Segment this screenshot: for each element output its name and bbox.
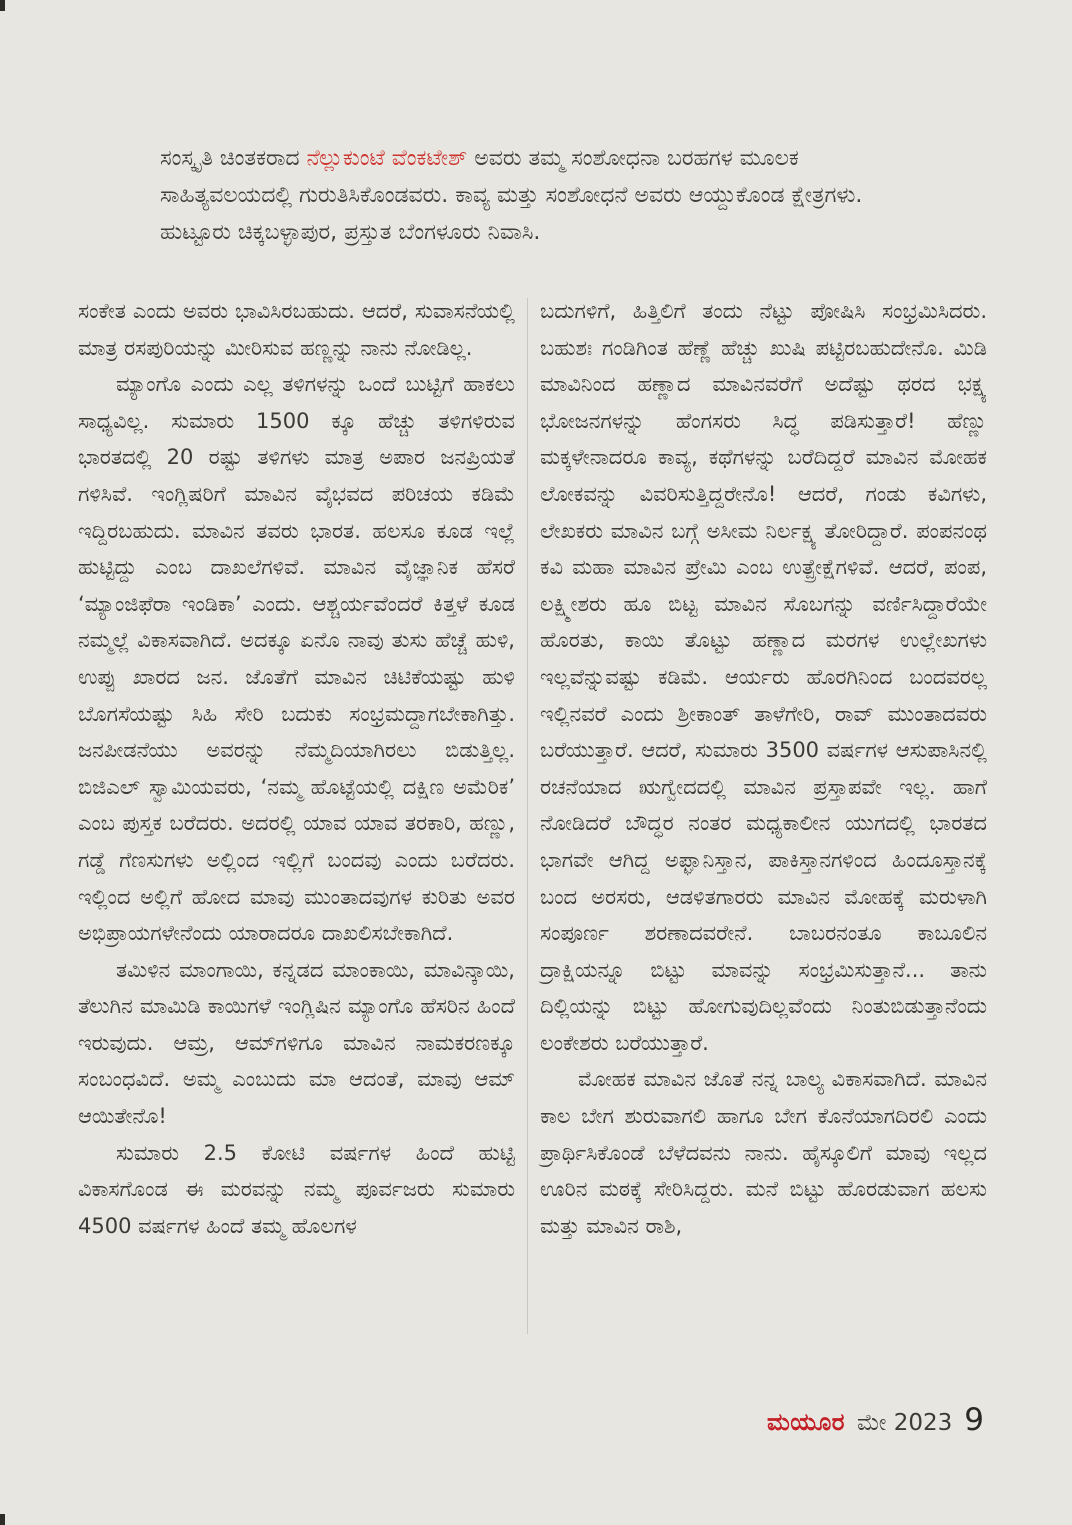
paragraph: ತಮಿಳಿನ ಮಾಂಗಾಯಿ, ಕನ್ನಡದ ಮಾಂಕಾಯಿ, ಮಾವಿನ್ಕಾಯಿ, ತೆಲುಗಿನ ಮಾಮಿಡಿ ಕಾಯಿಗಳೆ ಇಂಗ್ಲಿಷಿನ ಮ್ಯಾಂಗೊ ಹೆಸರಿನ ಹಿಂದೆ ಇರುವುದು. ಆಮ್ರ, ಆಮ್‌ಗಳಿಗೂ ಮಾವಿನ ನಾಮಕರಣಕ್ಕೂ ಸಂಬಂಧವಿದೆ. ಅಮ್ಮ ಎಂಬುದು ಮಾ ಆದಂತೆ, ಮಾವು ಆಮ್ ಆಯಿತೇನೊ! — [78, 957, 515, 1129]
author-intro — [160, 140, 876, 251]
paragraph: ಸಂಕೇತ ಎಂದು ಅವರು ಭಾವಿಸಿರಬಹುದು. ಆದರೆ, ಸುವಾಸನೆಯಲ್ಲಿ ಮಾತ್ರ ರಸಪುರಿಯನ್ನು ಮೀರಿಸುವ ಹಣ್ಣನ್ನು ನಾನು ನೋಡಿಲ್ಲ. — [78, 299, 515, 360]
intro-text-post: ಅವರು ತಮ್ಮ ಸಂಶೋಧನಾ ಬರಹಗಳ ಮೂಲಕ ಸಾಹಿತ್ಯವಲಯದಲ್ಲಿ ಗುರುತಿಸಿಕೊಂಡವರು. ಕಾವ್ಯ ಮತ್ತು ಸಂಶೋಧನೆ ಅವರು ಆಯ್ದುಕೊಂಡ ಕ್ಷೇತ್ರಗಳು. ಹುಟ್ಟೂರು ಚಿಕ್ಕಬಳ್ಳಾಪುರ, ಪ್ರಸ್ತುತ ಬೆಂಗಳೂರು ನಿವಾಸಿ. — [160, 146, 863, 245]
article-column-left — [78, 293, 515, 1244]
article-column-right — [540, 293, 987, 1244]
crop-mark-top-left — [0, 0, 5, 11]
page-footer — [767, 1402, 984, 1438]
page-number: 9 — [964, 1402, 984, 1438]
paragraph: ಸುಮಾರು 2.5 ಕೋಟಿ ವರ್ಷಗಳ ಹಿಂದೆ ಹುಟ್ಟಿ ವಿಕಾಸಗೊಂಡ ಈ ಮರವನ್ನು ನಮ್ಮ ಪೂರ್ವಜರು ಸುಮಾರು 4500 ವರ್ಷಗಳ ಹಿಂದೆ ತಮ್ಮ ಹೊಲಗಳ — [78, 1140, 515, 1238]
issue-date: ಮೇ 2023 — [857, 1410, 953, 1436]
author-name-highlight: ನೆಲ್ಲುಕುಂಟೆ ವೆಂಕಟೇಶ್ — [306, 146, 468, 171]
paragraph: ಮ್ಯಾಂಗೊ ಎಂದು ಎಲ್ಲ ತಳಿಗಳನ್ನು ಒಂದೆ ಬುಟ್ಟಿಗೆ ಹಾಕಲು ಸಾಧ್ಯವಿಲ್ಲ. ಸುಮಾರು 1500 ಕ್ಕೂ ಹೆಚ್ಚು ತಳಿಗಳಿರುವ ಭಾರತದಲ್ಲಿ 20 ರಷ್ಟು ತಳಿಗಳು ಮಾತ್ರ ಅಪಾರ ಜನಪ್ರಿಯತೆ ಗಳಿಸಿವೆ. ಇಂಗ್ಲಿಷರಿಗೆ ಮಾವಿನ ವೈಭವದ ಪರಿಚಯ ಕಡಿಮೆ ಇದ್ದಿರಬಹುದು. ಮಾವಿನ ತವರು ಭಾರತ. ಹಲಸೂ ಕೂಡ ಇಲ್ಲೆ ಹುಟ್ಟಿದ್ದು ಎಂಬ ದಾಖಲೆಗಳಿವೆ. ಮಾವಿನ ವೈಜ್ಞಾನಿಕ ಹೆಸರೆ ‘ಮ್ಯಾಂಜಿಫೆರಾ ಇಂಡಿಕಾ’ ಎಂದು. ಆಶ್ಚರ್ಯವೆಂದರೆ ಕಿತ್ತಳೆ ಕೂಡ ನಮ್ಮಲ್ಲೆ ವಿಕಾಸವಾಗಿದೆ. ಅದಕ್ಕೂ ಏನೊ ನಾವು ತುಸು ಹೆಚ್ಚೆ ಹುಳಿ, ಉಪ್ಪು ಖಾರದ ಜನ. ಜೊತೆಗೆ ಮಾವಿನ ಚಿಟಿಕೆಯಷ್ಟು ಹುಳಿ ಬೊಗಸೆಯಷ್ಟು ಸಿಹಿ ಸೇರಿ ಬದುಕು ಸಂಭ್ರಮದ್ದಾಗಬೇಕಾಗಿತ್ತು. ಜನಪೀಡನೆಯು ಅವರನ್ನು ನೆಮ್ಮದಿಯಾಗಿರಲು ಬಿಡುತ್ತಿಲ್ಲ. ಬಿಜಿಎಲ್ ಸ್ವಾಮಿಯವರು, ‘ನಮ್ಮ ಹೊಟ್ಟೆಯಲ್ಲಿ ದಕ್ಷಿಣ ಅಮೆರಿಕ’ ಎಂಬ ಪುಸ್ತಕ ಬರೆದರು. ಅದರಲ್ಲಿ ಯಾವ ಯಾವ ತರಕಾರಿ, ಹಣ್ಣು, ಗಡ್ಡೆ ಗೆಣಸುಗಳು ಅಲ್ಲಿಂದ ಇಲ್ಲಿಗೆ ಬಂದವು ಎಂದು ಬರೆದರು. ಇಲ್ಲಿಂದ ಅಲ್ಲಿಗೆ ಹೋದ ಮಾವು ಮುಂತಾದವುಗಳ ಕುರಿತು ಅವರ ಅಭಿಪ್ರಾಯಗಳೇನೆಂದು ಯಾರಾದರೂ ದಾಖಲಿಸಬೇಕಾಗಿದೆ. — [78, 372, 515, 946]
magazine-logo: ಮಯೂರ — [766, 1408, 845, 1436]
paragraph: ಬದುಗಳಿಗೆ, ಹಿತ್ತಿಲಿಗೆ ತಂದು ನೆಟ್ಟು ಪೋಷಿಸಿ ಸಂಭ್ರಮಿಸಿದರು. ಬಹುಶಃ ಗಂಡಿಗಿಂತ ಹೆಣ್ಣೆ ಹೆಚ್ಚು ಖುಷಿ ಪಟ್ಟಿರಬಹುದೇನೊ. ಮಿಡಿ ಮಾವಿನಿಂದ ಹಣ್ಣಾದ ಮಾವಿನವರೆಗೆ ಅದೆಷ್ಟು ಥರದ ಭಕ್ಷ್ಯ ಭೋಜನಗಳನ್ನು ಹೆಂಗಸರು ಸಿದ್ಧ ಪಡಿಸುತ್ತಾರೆ! ಹೆಣ್ಣು ಮಕ್ಕಳೇನಾದರೂ ಕಾವ್ಯ, ಕಥೆಗಳನ್ನು ಬರೆದಿದ್ದರೆ ಮಾವಿನ ಮೋಹಕ ಲೋಕವನ್ನು ವಿವರಿಸುತ್ತಿದ್ದರೇನೊ! ಆದರೆ, ಗಂಡು ಕವಿಗಳು, ಲೇಖಕರು ಮಾವಿನ ಬಗ್ಗೆ ಅಸೀಮ ನಿರ್ಲಕ್ಷ್ಯ ತೋರಿದ್ದಾರೆ. ಪಂಪನಂಥ ಕವಿ ಮಹಾ ಮಾವಿನ ಪ್ರೇಮಿ ಎಂಬ ಉತ್ಪ್ರೇಕ್ಷೆಗಳಿವೆ. ಆದರೆ, ಪಂಪ, ಲಕ್ಷ್ಮೀಶರು ಹೂ ಬಿಟ್ಟ ಮಾವಿನ ಸೊಬಗನ್ನು ವರ್ಣಿಸಿದ್ದಾರೆಯೇ ಹೊರತು, ಕಾಯಿ ತೊಟ್ಟು ಹಣ್ಣಾದ ಮರಗಳ ಉಲ್ಲೇಖಗಳು ಇಲ್ಲವೆನ್ನುವಷ್ಟು ಕಡಿಮೆ. ಆರ್ಯರು ಹೊರಗಿನಿಂದ ಬಂದವರಲ್ಲ ಇಲ್ಲಿನವರೆ ಎಂದು ಶ್ರೀಕಾಂತ್ ತಾಳೆಗೇರಿ, ರಾವ್ ಮುಂತಾದವರು ಬರೆಯುತ್ತಾರೆ. ಆದರೆ, ಸುಮಾರು 3500 ವರ್ಷಗಳ ಆಸುಪಾಸಿನಲ್ಲಿ ರಚನೆಯಾದ ಋಗ್ವೇದದಲ್ಲಿ ಮಾವಿನ ಪ್ರಸ್ತಾಪವೇ ಇಲ್ಲ. ಹಾಗೆ ನೋಡಿದರೆ ಬೌದ್ಧರ ನಂತರ ಮಧ್ಯಕಾಲೀನ ಯುಗದಲ್ಲಿ ಭಾರತದ ಭಾಗವೇ ಆಗಿದ್ದ ಅಫ್ಘಾನಿಸ್ತಾನ, ಪಾಕಿಸ್ತಾನಗಳಿಂದ ಹಿಂದೂಸ್ತಾನಕ್ಕೆ ಬಂದ ಅರಸರು, ಆಡಳಿತಗಾರರು ಮಾವಿನ ಮೋಹಕ್ಕೆ ಮರುಳಾಗಿ ಸಂಪೂರ್ಣ ಶರಣಾದವರೇನೆ. ಬಾಬರನಂತೂ ಕಾಬೂಲಿನ ದ್ರಾಕ್ಷಿಯನ್ನೂ ಬಿಟ್ಟು ಮಾವನ್ನು ಸಂಭ್ರಮಿಸುತ್ತಾನೆ... ತಾನು ದಿಲ್ಲಿಯನ್ನು ಬಿಟ್ಟು ಹೋಗುವುದಿಲ್ಲವೆಂದು ನಿಂತುಬಿಡುತ್ತಾನೆಂದು ಲಂಕೇಶರು ಬರೆಯುತ್ತಾರೆ. — [540, 299, 987, 1055]
crop-mark-bottom-left — [0, 1514, 5, 1525]
column-divider-rule — [527, 298, 528, 1334]
intro-text-pre: ಸಂಸ್ಕೃತಿ ಚಿಂತಕರಾದ — [160, 146, 307, 171]
paragraph: ಮೋಹಕ ಮಾವಿನ ಜೊತೆ ನನ್ನ ಬಾಲ್ಯ ವಿಕಾಸವಾಗಿದೆ. ಮಾವಿನ ಕಾಲ ಬೇಗ ಶುರುವಾಗಲಿ ಹಾಗೂ ಬೇಗ ಕೊನೆಯಾಗದಿರಲಿ ಎಂದು ಪ್ರಾರ್ಥಿಸಿಕೊಂಡೆ ಬೆಳೆದವನು ನಾನು. ಹೈಸ್ಕೂಲಿಗೆ ಮಾವು ಇಲ್ಲದ ಊರಿನ ಮಠಕ್ಕೆ ಸೇರಿಸಿದ್ದರು. ಮನೆ ಬಿಟ್ಟು ಹೊರಡುವಾಗ ಹಲಸು ಮತ್ತು ಮಾವಿನ ರಾಶಿ, — [540, 1067, 987, 1238]
